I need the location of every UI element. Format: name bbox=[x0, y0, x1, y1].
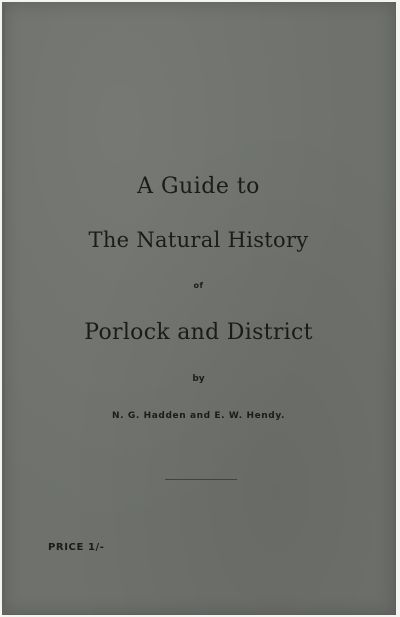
title-line-3: Porlock and District bbox=[84, 320, 313, 345]
spine-edge bbox=[2, 2, 5, 614]
booklet-cover bbox=[2, 2, 396, 615]
title-line-2: The Natural History bbox=[88, 228, 309, 252]
price-label: PRICE 1/- bbox=[48, 542, 105, 553]
title-line-1: A Guide to bbox=[137, 174, 260, 199]
connector-of: of bbox=[193, 281, 204, 290]
authors: N. G. Hadden and E. W. Hendy. bbox=[111, 411, 285, 421]
connector-by: by bbox=[192, 374, 205, 384]
divider-rule bbox=[165, 479, 237, 480]
